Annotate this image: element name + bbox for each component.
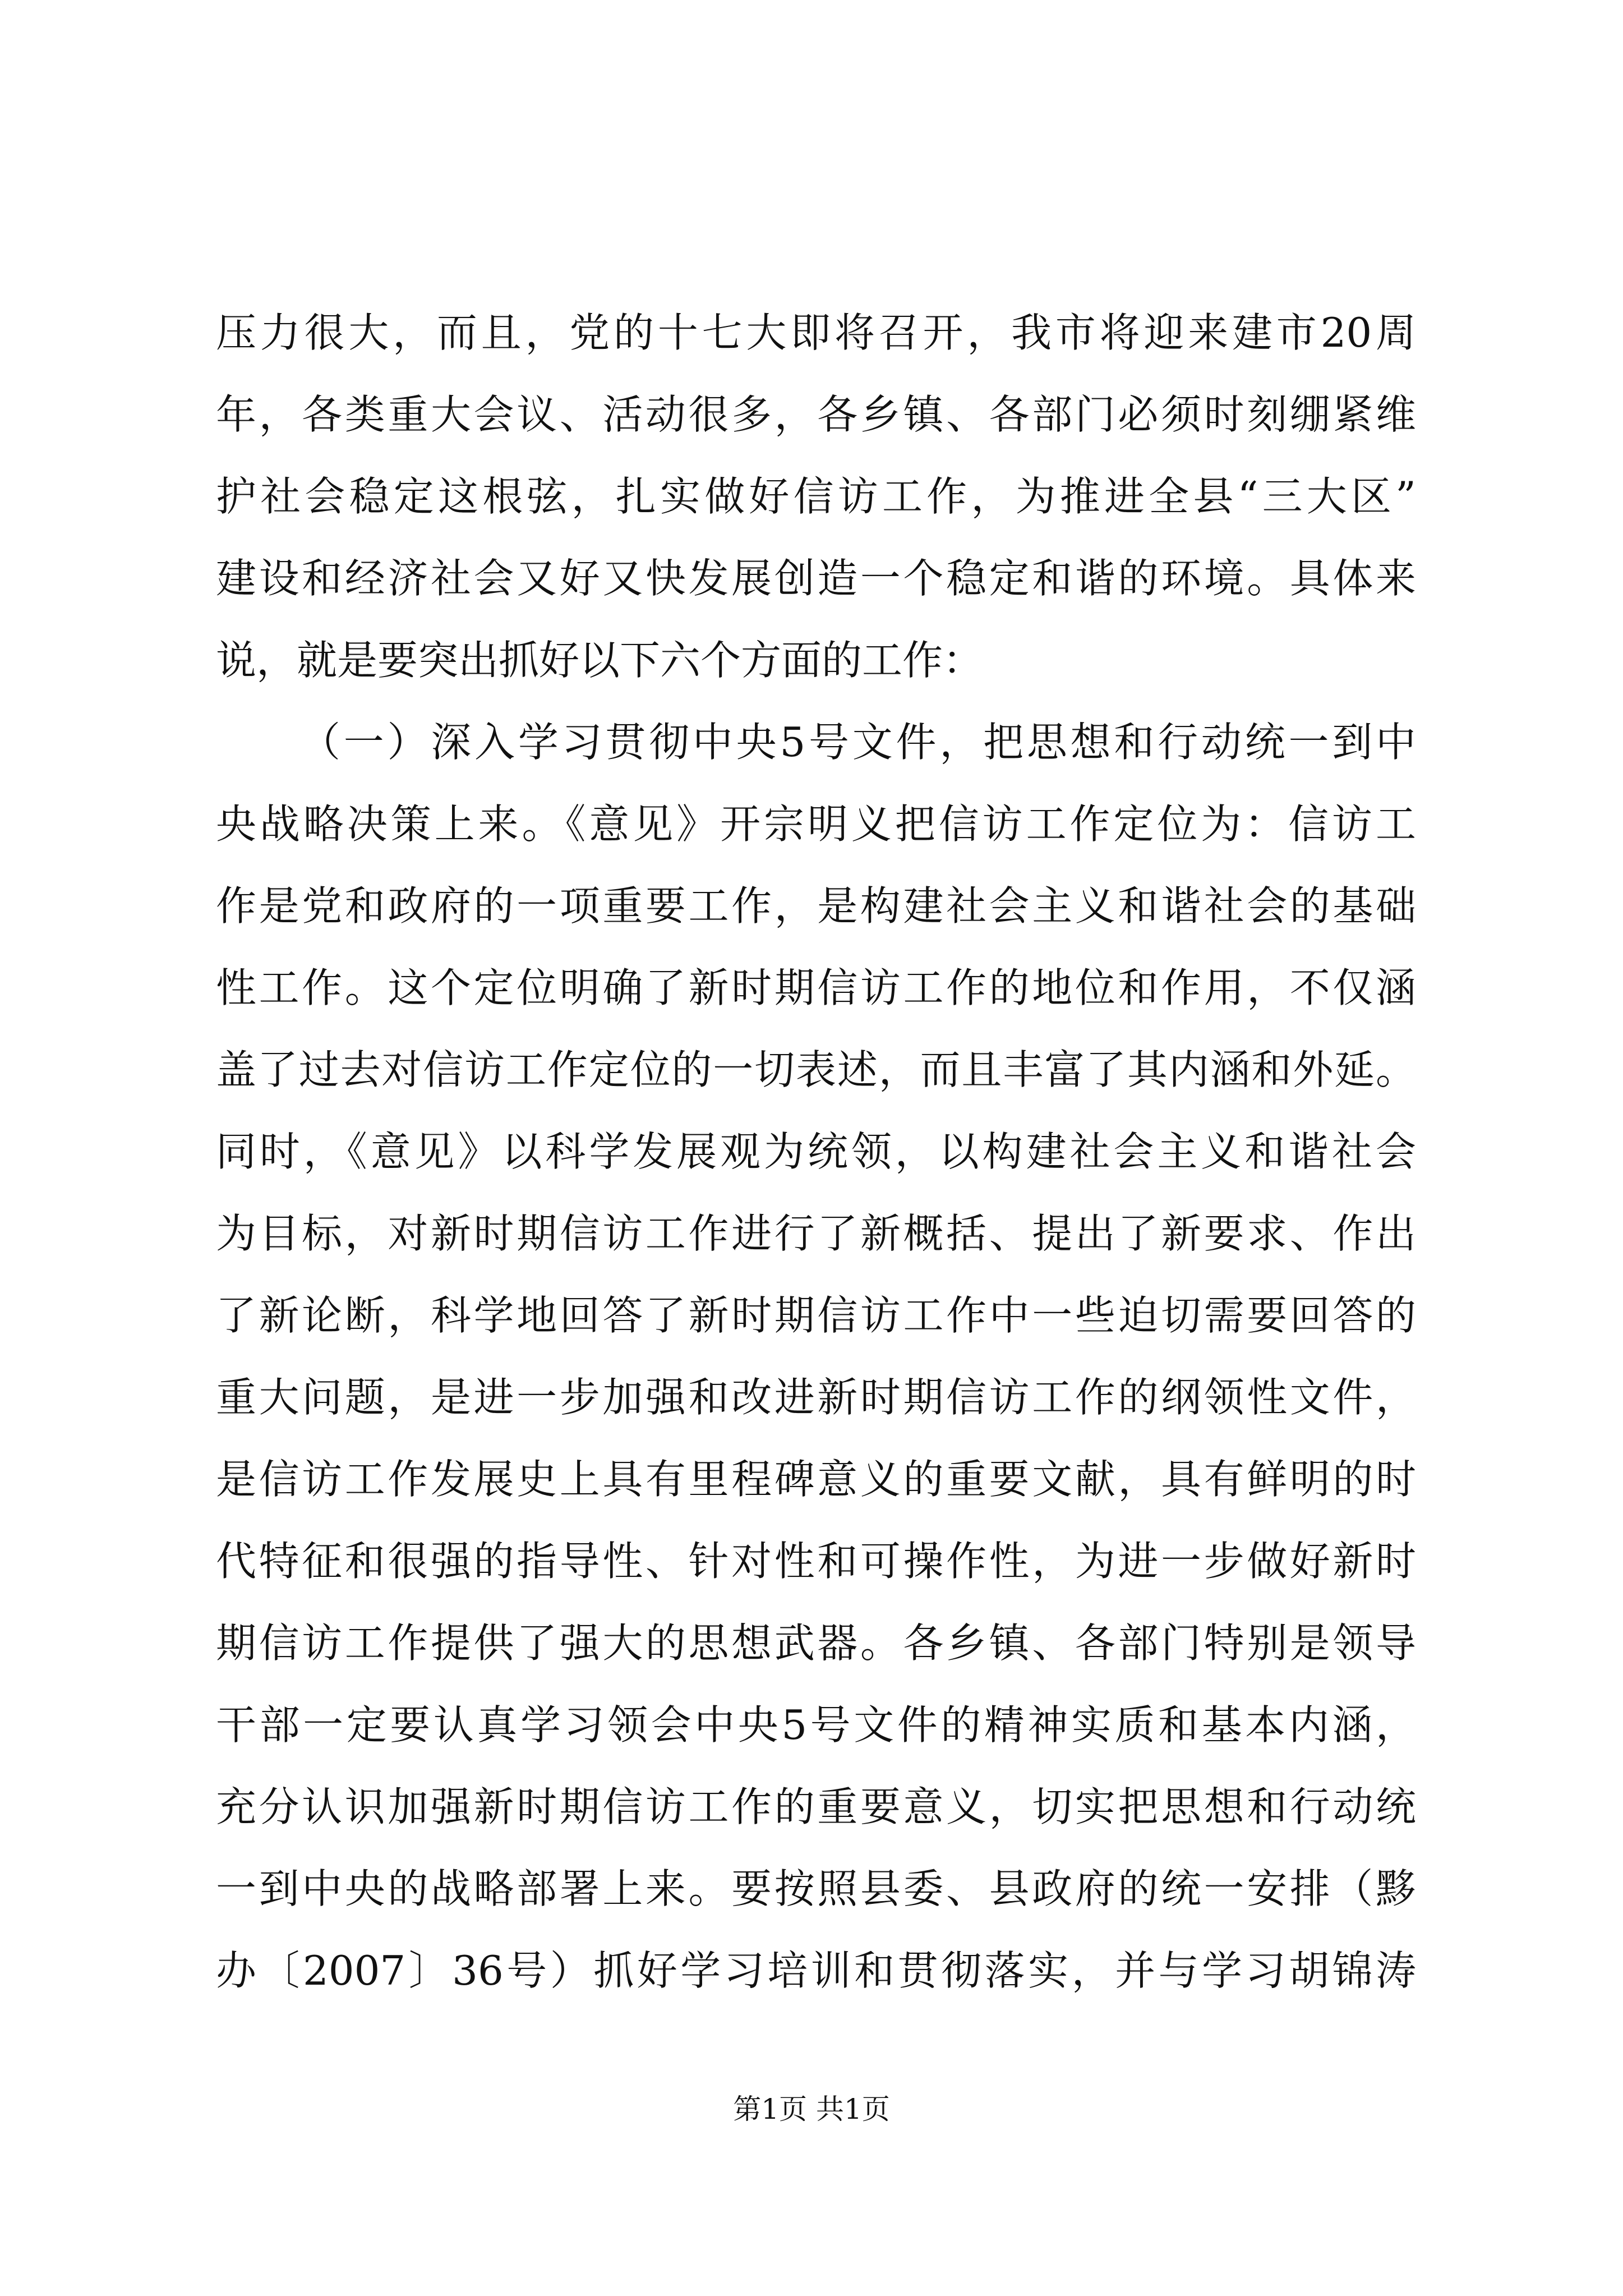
text-line: 代特征和很强的指导性、针对性和可操作性，为进一步做好新时	[216, 1538, 1416, 1585]
text-line: 是信访工作发展史上具有里程碑意义的重要文献，具有鲜明的时	[216, 1456, 1416, 1503]
text-line: 办〔2007〕36号）抓好学习培训和贯彻落实，并与学习胡锦涛	[216, 1947, 1416, 1994]
text-line: 性工作。这个定位明确了新时期信访工作的地位和作用，不仅涵	[216, 964, 1416, 1011]
text-line: 央战略决策上来。《意见》开宗明义把信访工作定位为：信访工	[216, 800, 1416, 848]
text-line: 期信访工作提供了强大的思想武器。各乡镇、各部门特别是领导	[216, 1619, 1416, 1667]
text-line: 充分认识加强新时期信访工作的重要意义，切实把思想和行动统	[216, 1783, 1416, 1830]
text-line: 建设和经济社会又好又快发展创造一个稳定和谐的环境。具体来	[216, 555, 1416, 602]
text-line: 说，就是要突出抓好以下六个方面的工作：	[216, 637, 984, 684]
text-line: 压力很大，而且，党的十七大即将召开，我市将迎来建市20周	[216, 309, 1416, 356]
text-line: 作是党和政府的一项重要工作，是构建社会主义和谐社会的基础	[216, 882, 1416, 930]
text-line: 为目标，对新时期信访工作进行了新概括、提出了新要求、作出	[216, 1210, 1416, 1257]
body-text	[216, 292, 1416, 2012]
section-heading-line: （一）深入学习贯彻中央5号文件，把思想和行动统一到中	[300, 719, 1416, 766]
text-line: 重大问题，是进一步加强和改进新时期信访工作的纲领性文件，	[216, 1374, 1416, 1421]
page-number-footer: 第1页 共1页	[733, 2093, 890, 2125]
text-line: 盖了过去对信访工作定位的一切表述，而且丰富了其内涵和外延。	[216, 1046, 1416, 1093]
text-line: 护社会稳定这根弦，扎实做好信访工作，为推进全县“三大区”	[216, 473, 1416, 520]
text-line: 年，各类重大会议、活动很多，各乡镇、各部门必须时刻绷紧维	[216, 391, 1416, 438]
text-line: 一到中央的战略部署上来。要按照县委、县政府的统一安排（黟	[216, 1865, 1416, 1912]
text-line: 了新论断，科学地回答了新时期信访工作中一些迫切需要回答的	[216, 1292, 1416, 1339]
text-line: 干部一定要认真学习领会中央5号文件的精神实质和基本内涵，	[216, 1701, 1416, 1749]
text-line: 同时，《意见》以科学发展观为统领，以构建社会主义和谐社会	[216, 1128, 1416, 1175]
